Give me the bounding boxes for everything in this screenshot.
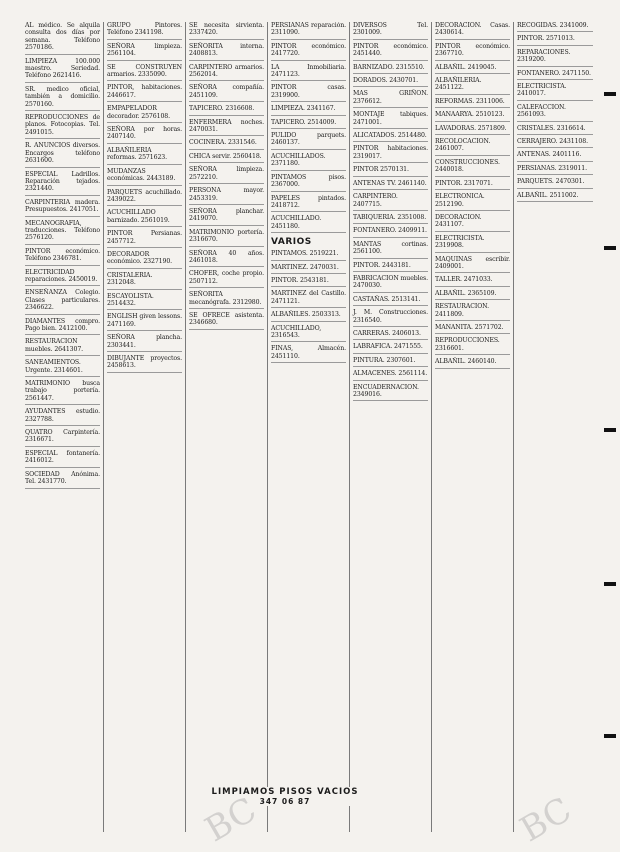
- classified-ad: SEÑORA por horas. 2407140.: [107, 126, 182, 144]
- classified-ad: ELECTRICIDAD reparaciones. 2450019.: [25, 269, 100, 287]
- column-3: [186, 22, 268, 832]
- classified-ad: MANANITA. 2571702.: [435, 324, 510, 334]
- classified-ad: CARPINTERO. 2407715.: [353, 193, 428, 211]
- classified-ad: SEÑORA compañía. 2451109.: [189, 84, 264, 102]
- classified-ad: PINTOR. 2543181.: [271, 277, 346, 287]
- classified-ad: ACUCHILLADOS. 2371180.: [271, 153, 346, 171]
- classified-ad: CHOFER, coche propio. 2507112.: [189, 270, 264, 288]
- classified-ad: REFORMAS. 2311006.: [435, 98, 510, 108]
- classified-ad: PINTOR, habitaciones. 2446617.: [107, 84, 182, 102]
- classified-ad: MAQUINAS escribir. 2409001.: [435, 256, 510, 274]
- classified-ad: FABRICACION muebles. 2470030.: [353, 275, 428, 293]
- section-head: VARIOS: [271, 237, 312, 248]
- classified-ad: DORADOS. 2430701.: [353, 77, 428, 87]
- classified-ad: ESCAYOLISTA. 2514432.: [107, 293, 182, 311]
- classified-ad: PAPELES pintados. 2418712.: [271, 195, 346, 213]
- classified-ad: J. M. Construcciones. 2316540.: [353, 309, 428, 327]
- classified-ad: CASTAÑAS. 2513141.: [353, 296, 428, 306]
- classified-ad: SEÑORA 40 años. 2461018.: [189, 250, 264, 268]
- classified-ad: MONTAJE tabiques. 2471001.: [353, 111, 428, 129]
- classified-ad: CARPINTERIA madera. Presupuestos. 2417051.: [25, 199, 100, 217]
- classified-ad: SEÑORA limpieza. 2561104.: [107, 43, 182, 61]
- classified-ad: CRISTALERIA. 2312048.: [107, 272, 182, 290]
- classified-ad: CERRAJERO. 2431108.: [517, 138, 593, 148]
- classified-ad: ALBAÑILERIA. 2451122.: [435, 77, 510, 95]
- classified-ad: CALEFACCION. 2561093.: [517, 104, 593, 122]
- classified-ad: EMPAPELADOR decorador. 2576108.: [107, 105, 182, 123]
- classified-ad: ESPECIAL fontanería. 2416012.: [25, 450, 100, 468]
- page-edge-mark: [604, 428, 616, 432]
- classified-ad: SOCIEDAD Anónima. Tel. 2431770.: [25, 471, 100, 489]
- classified-ad: TALLER. 2471033.: [435, 276, 510, 286]
- column-7: [514, 22, 596, 832]
- classified-ad: PERSIANAS reparación. 2311090.: [271, 22, 346, 40]
- classified-ad: PINTOR. 2317071.: [435, 180, 510, 190]
- page-edge-mark: [604, 246, 616, 250]
- classified-ad: SR. medico oficial, también a domicilio. 2570160.: [25, 86, 100, 111]
- classified-ad: R. ANUNCIOS diversos. Encargos teléfono 2631600.: [25, 142, 100, 167]
- classified-ad: PULIDO parquets. 2460137.: [271, 132, 346, 150]
- classified-ad: MATRIMONIO portería. 2316670.: [189, 229, 264, 247]
- classified-ad: TAPICERO. 2514009.: [271, 119, 346, 129]
- page-edge-mark: [604, 92, 616, 96]
- classified-ad: ACUCHILLADO, 2316543.: [271, 325, 346, 343]
- classified-ad: REPRODUCCIONES. 2316601.: [435, 337, 510, 355]
- classified-ad: PINTOR económico. 2367710.: [435, 43, 510, 61]
- classified-ad: ALBAÑIL. 2460140.: [435, 358, 510, 368]
- classified-ad: PINTAMOS. 2519221.: [271, 250, 346, 260]
- classified-ad: SE OFRECE asistenta. 2346680.: [189, 312, 264, 330]
- classified-ad: SANEAMIENTOS. Urgente. 2314601.: [25, 359, 100, 377]
- classified-ad: ENSEÑANZA Colegio. Clases particulares. 2346622.: [25, 289, 100, 314]
- classified-ad: CONSTRUCCIONES. 2440018.: [435, 159, 510, 177]
- classified-ad: CARPINTERO armarios. 2562014.: [189, 64, 264, 82]
- watermark-logo: BC: [198, 789, 264, 851]
- classified-ad: DIBUJANTE proyectos. 2458613.: [107, 355, 182, 373]
- classified-ad: PARQUETS. 2470301.: [517, 178, 593, 188]
- classified-ad: FONTANERO. 2409911.: [353, 227, 428, 237]
- classified-ad: CARRERAS. 2406013.: [353, 330, 428, 340]
- classified-ad: SEÑORITA mecanógrafa. 2312980.: [189, 291, 264, 309]
- classified-ad: ENGLISH given lessons. 2471169.: [107, 313, 182, 331]
- classified-ad: ANTENAS. 2401116.: [517, 151, 593, 161]
- classified-ad: GRUPO Pintores. Teléfono 2341198.: [107, 22, 182, 40]
- classified-ad: ENCUADERNACION. 2349016.: [353, 384, 428, 402]
- classified-ad: SEÑORA planchar. 2419070.: [189, 208, 264, 226]
- classified-ad: AYUDANTES estudio. 2327788.: [25, 408, 100, 426]
- classified-ad: ACUCHILLADO barnizado. 2561019.: [107, 209, 182, 227]
- classified-ad: ALBAÑIL. 2511002.: [517, 192, 593, 202]
- classified-ad: ALBAÑIL. 2419045.: [435, 64, 510, 74]
- classified-ad: PINTOR. 2571013.: [517, 35, 593, 45]
- column-5: [350, 22, 432, 832]
- classified-ad: MANAARYA. 2510123.: [435, 111, 510, 121]
- classified-ad: PERSIANAS. 2319011.: [517, 165, 593, 175]
- classified-ad: PINTOR habitaciones. 2319017.: [353, 145, 428, 163]
- classified-ad: REPARACIONES. 2319200.: [517, 49, 593, 67]
- page-edge-mark: [604, 734, 616, 738]
- classified-ad: CRISTALES. 2316614.: [517, 125, 593, 135]
- classified-ad: MATRIMONIO busca trabajo portería. 2561447.: [25, 380, 100, 405]
- page-edge-mark: [604, 582, 616, 586]
- classified-ad: RESTAURACION. 2411809.: [435, 303, 510, 321]
- classified-ad: RECOGIDAS. 2341009.: [517, 22, 593, 32]
- classified-ad: LIMPIEZA. 2341167.: [271, 105, 346, 115]
- classified-ad: PINTURA. 2307601.: [353, 357, 428, 367]
- cleaning-banner: [205, 787, 365, 806]
- classified-ad: ALBAÑILERIA reformas. 2571623.: [107, 147, 182, 165]
- classified-ad: SE necesita sirvienta. 2337420.: [189, 22, 264, 40]
- column-1: [22, 22, 104, 832]
- classified-ad: LABRAFICA. 2471555.: [353, 343, 428, 353]
- classified-ad: PINTOR 2570131.: [353, 166, 428, 176]
- classified-ad: PINTOR económico. 2451440.: [353, 43, 428, 61]
- classified-ad: ELECTRICISTA. 2319908.: [435, 235, 510, 253]
- classified-ad: PERSONA mayor. 2453319.: [189, 187, 264, 205]
- column-2: [104, 22, 186, 832]
- classified-ad: ALMACENES. 2561114.: [353, 370, 428, 380]
- banner-title: LIMPIAMOS PISOS VACIOS: [211, 787, 359, 797]
- classified-ad: PINTAMOS pisos. 2367000.: [271, 174, 346, 192]
- classified-ad: TABIQUERIA. 2351008.: [353, 214, 428, 224]
- column-6: [432, 22, 514, 832]
- classified-ad: COCINERA. 2331546.: [189, 139, 264, 149]
- classified-ad: MUDANZAS económicas. 2443189.: [107, 168, 182, 186]
- watermark-logo: BC: [513, 789, 579, 851]
- classified-ad: LAVADORAS. 2571809.: [435, 125, 510, 135]
- classified-ad: DECORADOR económico. 2327190.: [107, 251, 182, 269]
- classified-ad: LIMPIEZA 100.000 maestro. Seriedad. Teléfono 2621416.: [25, 58, 100, 83]
- classified-ad: ELECTRICISTA. 2410017.: [517, 83, 593, 101]
- classified-ad: MAS GRIÑON. 2376612.: [353, 90, 428, 108]
- classified-ad: ESPECIAL Ladrillos. Reparación tejados. 2321440.: [25, 171, 100, 196]
- classified-ad: DECORACION. Casas. 2430614.: [435, 22, 510, 40]
- classified-ad: MECANOGRAFIA, traducciones. Teléfono 2576120.: [25, 220, 100, 245]
- classified-ad: QUATRO Carpintería. 2316671.: [25, 429, 100, 447]
- classified-ad: SEÑORA plancha. 2303441.: [107, 334, 182, 352]
- classified-ad: CHICA servir. 2560418.: [189, 153, 264, 163]
- classified-ad: PINTOR Persianas. 2457712.: [107, 230, 182, 248]
- classified-ad: BARNIZADO. 2315510.: [353, 64, 428, 74]
- classified-ad: ELECTRONICA. 2512190.: [435, 193, 510, 211]
- classified-ad: ENFERMERA noches. 2470031.: [189, 119, 264, 137]
- classified-ad: SEÑORITA interna. 2408813.: [189, 43, 264, 61]
- classified-ad: FONTANERO. 2471150.: [517, 70, 593, 80]
- classified-ad: ANTENAS TV. 2461140.: [353, 180, 428, 190]
- classified-ad: LA Inmobiliaria. 2471123.: [271, 64, 346, 82]
- classified-ad: PINTOR casas. 2319900.: [271, 84, 346, 102]
- classified-ad: DECORACION. 2431107.: [435, 214, 510, 232]
- classified-ad: TAPICERO. 2316608.: [189, 105, 264, 115]
- classified-ad: DIVERSOS Tel. 2301009.: [353, 22, 428, 40]
- classified-ad: AL médico. Se alquila consulta dos días por semana. Teléfono 2570186.: [25, 22, 100, 55]
- classified-ad: PARQUETS acuchillado. 2439022.: [107, 189, 182, 207]
- banner-phone: 347 06 87: [259, 797, 311, 806]
- classified-ad: ACUCHILLADO. 2451180.: [271, 215, 346, 233]
- classified-ad: PINTOR económico. Teléfono 2346781.: [25, 248, 100, 266]
- classified-ad: RESTAURACION muebles. 2641307.: [25, 338, 100, 356]
- classified-ad: PINTOR económico. 2417720.: [271, 43, 346, 61]
- classified-ad: ALBAÑILES. 2503313.: [271, 311, 346, 321]
- classified-ad: FINAS, Almacén. 2451110.: [271, 345, 346, 363]
- column-4: [268, 22, 350, 832]
- classified-ad: SE CONSTRUYEN armarios. 2335090.: [107, 64, 182, 82]
- classified-ad: ALBAÑIL. 2365109.: [435, 290, 510, 300]
- classifieds-page: [22, 22, 598, 832]
- classified-ad: MARTINEZ del Castillo. 2471121.: [271, 290, 346, 308]
- classified-ad: DIAMANTES compro. Pago bien. 2412100.: [25, 318, 100, 336]
- classified-ad: MARTINEZ. 2470031.: [271, 264, 346, 274]
- classified-ad: ALICATADOS. 2514480.: [353, 132, 428, 142]
- classified-ad: MANTAS cortinas. 2561100.: [353, 241, 428, 259]
- classified-ad: RECOLOCACION. 2461007.: [435, 138, 510, 156]
- classified-ad: PINTOR. 2443181.: [353, 262, 428, 272]
- classified-ad: REPRODUCCIONES de planos. Fotocopias. Tel. 2491015.: [25, 114, 100, 139]
- classified-ad: SEÑORA limpieza. 2572210.: [189, 166, 264, 184]
